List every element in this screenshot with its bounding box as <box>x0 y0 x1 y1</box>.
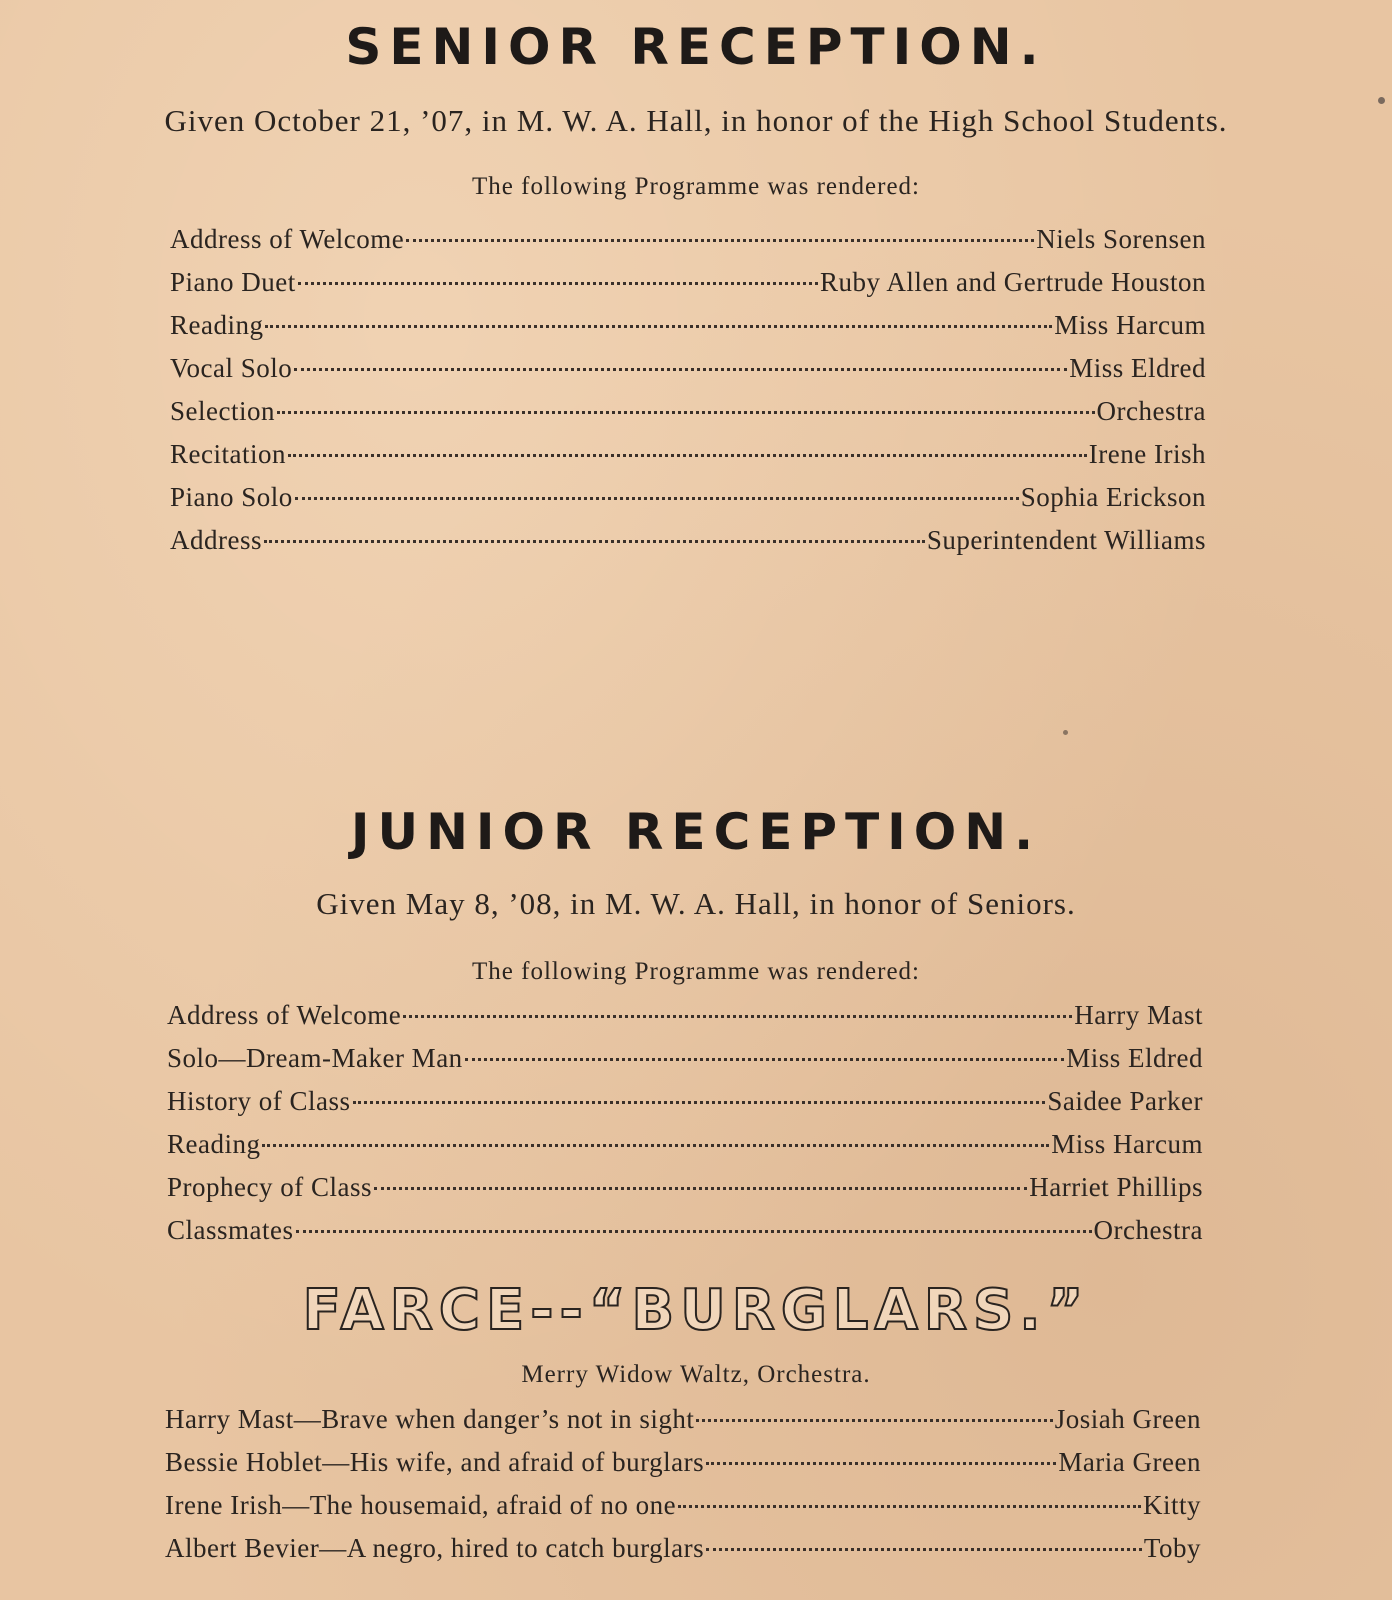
dot-leader <box>298 282 818 285</box>
cast-character: Maria Green <box>1058 1447 1201 1477</box>
junior-reception-heading: JUNIOR RECEPTION. <box>350 803 1042 861</box>
cast-row <box>165 1490 1201 1533</box>
programme-row <box>167 1129 1203 1172</box>
dot-leader <box>296 1230 1092 1233</box>
dot-leader <box>265 325 1052 328</box>
programme-row <box>167 1215 1203 1258</box>
programme-performer: Miss Harcum <box>1054 310 1206 340</box>
dot-leader <box>277 411 1095 414</box>
programme-item: Address of Welcome <box>170 224 405 254</box>
junior-programme-intro: The following Programme was rendered: <box>472 958 920 985</box>
senior-programme-intro: The following Programme was rendered: <box>472 173 920 200</box>
programme-performer: Orchestra <box>1093 1215 1203 1245</box>
programme-performer: Miss Eldred <box>1069 353 1206 383</box>
dot-leader <box>353 1101 1046 1104</box>
programme-row <box>170 439 1206 482</box>
dot-leader <box>706 1548 1142 1551</box>
programme-item: Reading <box>170 310 264 340</box>
programme-row <box>170 525 1206 568</box>
dot-leader <box>678 1505 1141 1508</box>
programme-row <box>170 267 1206 310</box>
programme-performer: Niels Sorensen <box>1036 224 1206 254</box>
programme-row <box>170 353 1206 396</box>
cast-character: Josiah Green <box>1054 1404 1201 1434</box>
cast-actor-role: Harry Mast—Brave when danger’s not in sight <box>165 1404 695 1434</box>
cast-row <box>165 1404 1201 1447</box>
cast-actor-role: Bessie Hoblet—His wife, and afraid of burglars <box>165 1447 705 1477</box>
programme-performer: Miss Harcum <box>1051 1129 1203 1159</box>
programme-item: Selection <box>170 396 275 426</box>
programme-performer: Irene Irish <box>1088 439 1206 469</box>
dot-leader <box>696 1419 1052 1422</box>
programme-row <box>170 396 1206 439</box>
cast-row <box>165 1447 1201 1490</box>
programme-item: Vocal Solo <box>170 353 293 383</box>
dot-leader <box>403 1015 1072 1018</box>
junior-reception-subtitle: Given May 8, ’08, in M. W. A. Hall, in honor of Seniors. <box>316 886 1076 921</box>
dot-leader <box>262 1144 1049 1147</box>
programme-performer: Ruby Allen and Gertrude Houston <box>820 267 1206 297</box>
programme-item: Prophecy of Class <box>167 1172 372 1202</box>
programme-row <box>167 1172 1203 1215</box>
programme-row <box>170 224 1206 267</box>
dot-leader <box>288 454 1087 457</box>
junior-programme-list <box>167 1000 1203 1258</box>
farce-subtitle: Merry Widow Waltz, Orchestra. <box>521 1361 871 1388</box>
senior-programme-list <box>170 224 1206 568</box>
programme-row <box>170 482 1206 525</box>
dot-leader <box>264 540 925 543</box>
programme-item: History of Class <box>167 1086 351 1116</box>
cast-row <box>165 1533 1201 1576</box>
programme-performer: Harriet Phillips <box>1029 1172 1203 1202</box>
dot-leader <box>706 1462 1056 1465</box>
programme-item: Solo—Dream-Maker Man <box>167 1043 463 1073</box>
dot-leader <box>374 1187 1027 1190</box>
paper-stain <box>1378 97 1385 104</box>
programme-item: Address <box>170 525 262 555</box>
programme-performer: Saidee Parker <box>1047 1086 1203 1116</box>
dot-leader <box>295 497 1019 500</box>
programme-performer: Harry Mast <box>1074 1000 1203 1030</box>
programme-item: Recitation <box>170 439 286 469</box>
programme-item: Classmates <box>167 1215 294 1245</box>
dot-leader <box>406 239 1034 242</box>
programme-performer: Sophia Erickson <box>1020 482 1206 512</box>
programme-performer: Superintendent Williams <box>926 525 1206 555</box>
senior-reception-subtitle: Given October 21, ’07, in M. W. A. Hall, in honor of the High School Students. <box>164 103 1228 138</box>
programme-item: Reading <box>167 1129 261 1159</box>
programme-row <box>170 310 1206 353</box>
cast-character: Kitty <box>1142 1490 1201 1520</box>
programme-row <box>167 1086 1203 1129</box>
dot-leader <box>294 368 1067 371</box>
programme-item: Piano Solo <box>170 482 293 512</box>
programme-item: Address of Welcome <box>167 1000 402 1030</box>
cast-actor-role: Irene Irish—The housemaid, afraid of no one <box>165 1490 677 1520</box>
paper-stain <box>1063 730 1068 735</box>
farce-cast-list <box>165 1404 1201 1576</box>
dot-leader <box>465 1058 1065 1061</box>
farce-heading: FARCE--“BURGLARS.” <box>302 1278 1090 1343</box>
cast-actor-role: Albert Bevier—A negro, hired to catch burglars <box>165 1533 705 1563</box>
programme-performer: Miss Eldred <box>1066 1043 1203 1073</box>
senior-reception-heading: SENIOR RECEPTION. <box>345 18 1047 76</box>
programme-item: Piano Duet <box>170 267 296 297</box>
cast-character: Toby <box>1143 1533 1201 1563</box>
programme-row <box>167 1043 1203 1086</box>
programme-row <box>167 1000 1203 1043</box>
programme-performer: Orchestra <box>1096 396 1206 426</box>
